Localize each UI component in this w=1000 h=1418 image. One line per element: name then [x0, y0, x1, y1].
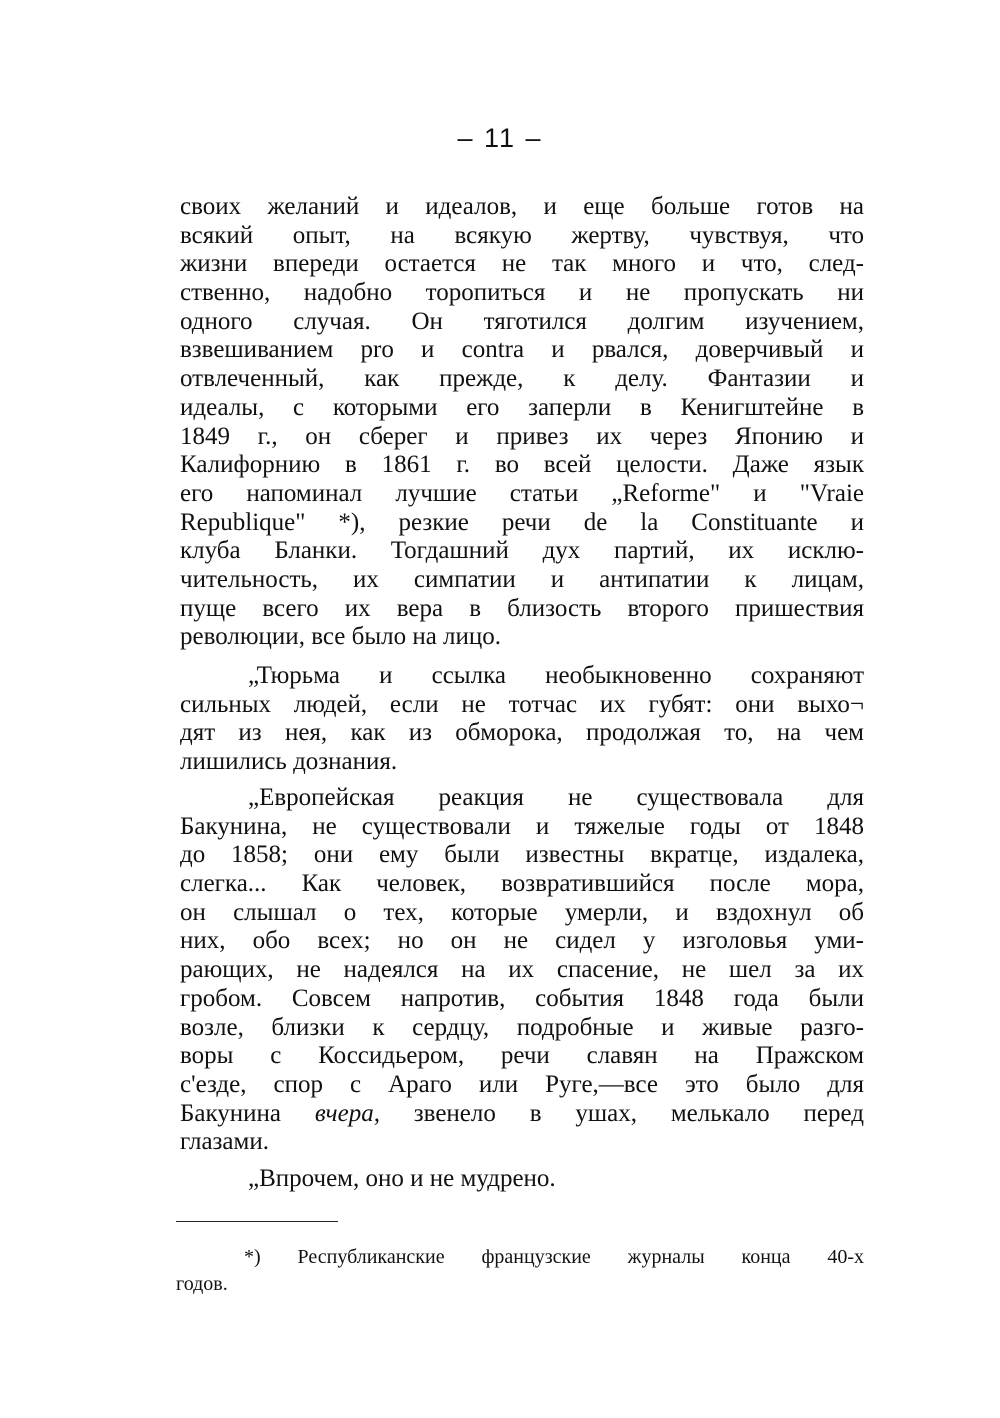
text-line: всякий опыт, на всякую жертву, чувствуя, что — [180, 221, 864, 249]
text-line: он слышал о тех, которые умерли, и вздохнул об — [180, 898, 864, 926]
text-line: пуще всего их вера в близость второго пришествия — [180, 594, 864, 622]
text-line: слегка... Как человек, возвратившийся после мора, — [180, 870, 864, 898]
text-line: них, обо всех; но он не сидел у изголовья уми- — [180, 927, 864, 955]
text-line: чительность, их симпатии и антипатии к лицам, — [180, 565, 864, 593]
paragraph-2 — [180, 662, 864, 777]
paragraph-4 — [180, 1165, 864, 1194]
footnote-line: годов. — [176, 1273, 228, 1295]
text-line: своих желаний и идеалов, и еще больше готов на — [180, 193, 864, 220]
text-line: клуба Бланки. Тогдашний дух партий, их исклю- — [180, 537, 864, 565]
text-line-with-emphasis — [180, 1100, 864, 1129]
text-line: рающих, не надеялся на их спасение, не шел за их — [180, 956, 864, 984]
footnote — [176, 1244, 864, 1298]
text-line: Калифорнию в 1861 г. во всей целости. Даже язык — [180, 451, 864, 479]
text-line: Republique" *), резкие речи de la Constituante и — [180, 508, 864, 536]
text-line: до 1858; они ему были известны вкратце, издалека, — [180, 841, 864, 869]
text-line: ственно, надобно торопиться и не пропускать ни — [180, 279, 864, 307]
text-line: Бакунина, не существовали и тяжелые годы от 1848 — [180, 812, 864, 840]
line-start: Бакунина — [180, 1099, 315, 1127]
paragraph-1 — [180, 193, 864, 652]
line-end: звенело в ушах, мелькало перед — [379, 1099, 864, 1127]
emphasis-word: вчера, — [314, 1099, 380, 1127]
paragraph-3 — [180, 784, 864, 1157]
text-line: „Европейская реакция не существовала для — [248, 784, 864, 811]
text-line: гробом. Совсем напротив, события 1848 года были — [180, 984, 864, 1012]
page-number: – 11 – — [457, 123, 543, 153]
text-line: одного случая. Он тяготился долгим изучением, — [180, 307, 864, 335]
text-line: глазами. — [180, 1128, 269, 1156]
footnote-divider — [176, 1221, 338, 1222]
text-line: возле, близки к сердцу, подробные и живые разго- — [180, 1013, 864, 1041]
text-line: отвлеченный, как прежде, к делу. Фантазии и — [180, 365, 864, 393]
text-line: лишились дознания. — [180, 748, 398, 776]
text-line: с'езде, спор с Араго или Руге,—все это было для — [180, 1070, 864, 1098]
text-line: воры с Коссидьером, речи славян на Пражском — [180, 1042, 864, 1070]
footnote-line: *) Республиканские французские журналы конца 40-х — [244, 1246, 864, 1268]
text-line: 1849 г., он сберег и привез их через Японию и — [180, 422, 864, 450]
text-line: „Тюрьма и ссылка необыкновенно сохраняют — [248, 662, 864, 689]
text-line: сильных людей, если не тотчас их губят: они выхо¬ — [180, 690, 864, 718]
text-line: революции, все было на лицо. — [180, 623, 502, 651]
text-line: „Впрочем, оно и не мудрено. — [248, 1165, 556, 1192]
text-line: его напоминал лучшие статьи „Reforme" и "Vraie — [180, 479, 864, 507]
text-line: идеалы, с которыми его заперли в Кенигштейне в — [180, 393, 864, 421]
text-line: дят из нея, как из обморока, продолжая то, на чем — [180, 719, 864, 747]
text-line: взвешиванием pro и contra и рвался, доверчивый и — [180, 336, 864, 364]
text-line: жизни впереди остается не так много и что, след- — [180, 250, 864, 278]
